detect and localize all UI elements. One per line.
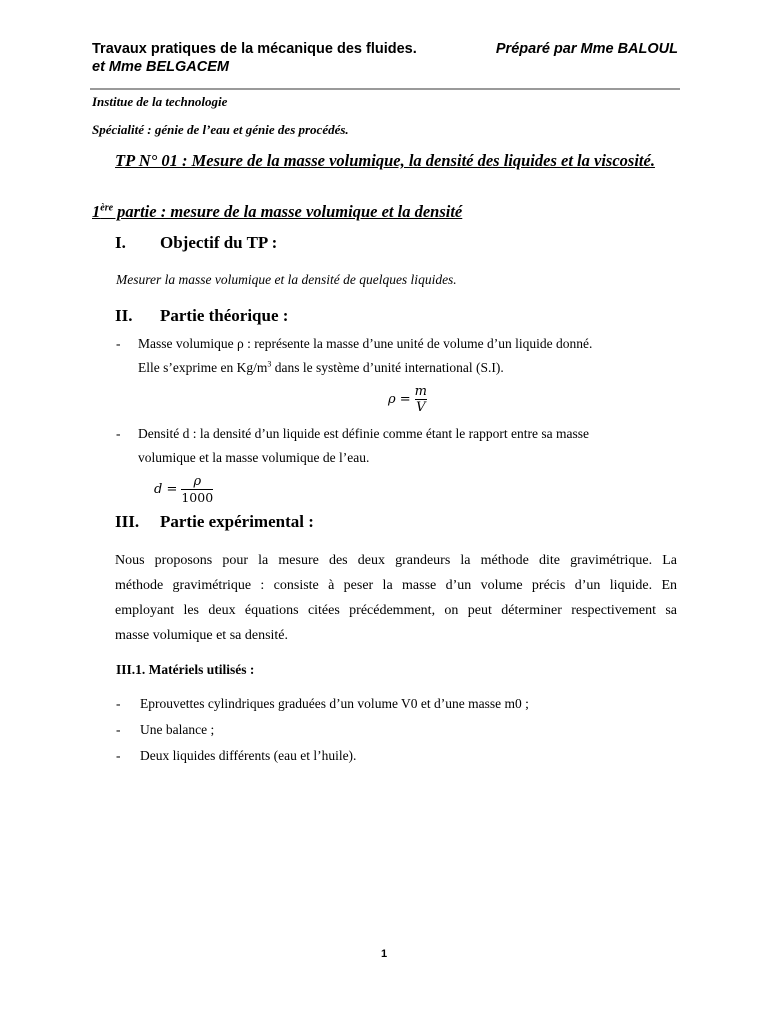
header-prepared-by: Préparé par Mme BALOUL [495,41,678,57]
equation-rho: ρ = $\frac{m}{V}$ [388,384,427,415]
theory-bullet-masse-volumique: - Masse volumique ρ : représente la masse d’une unité de volume d’un liquide donné. Elle s’exprime en $Kg/m^3$ dans le système d’unité international (S.I). [116,336,593,375]
materials-heading: III.1. Matériels utilisés : [116,662,255,677]
header-coauthor: et Mme BELGACEM [92,59,229,75]
institute-label: Institue de la technologie [92,94,228,109]
header-course-title: Travaux pratiques de la mécanique des fluides. [92,41,417,57]
list-item: - Une balance ; [116,722,215,737]
page-header [92,40,678,76]
part1-heading: 1ère partie : mesure de la masse volumique et la densité [92,202,463,221]
tp-title: TP N° 01 : Mesure de la masse volumique, la densité des liquides et la viscosité. [115,151,655,170]
header-divider [90,88,680,90]
objective-text: Mesurer la masse volumique et la densité de quelques liquides. [116,272,457,287]
page-number: 1 [380,948,388,960]
speciality-label: Spécialité : génie de l’eau et génie des procédés. [92,122,349,137]
section-heading-theory: II. Partie théorique : [115,306,289,325]
section-heading-experimental: III. Partie expérimental : [115,512,314,531]
experimental-paragraph: Nous proposons pour la mesure des deux grandeurs la méthode dite gravimétrique. La méthode gravimétrique : consiste à peser la masse d’un volume précis d’un liquide. En employant les deux équations citées précédemment, on peut déterminer respectivement sa masse volumique et sa densité. [115,553,677,643]
section-heading-objective: I. Objectif du TP : [115,233,278,252]
list-item: - Eprouvettes cylindriques graduées d’un volume V0 et d’une masse m0 ; [116,696,529,711]
equation-densite: d = $\frac{\rho}{1000}$ [154,474,214,505]
list-item: - Deux liquides différents (eau et l’huile). [116,748,357,763]
theory-bullet-densite: - Densité d : la densité d’un liquide est définie comme étant le rapport entre sa masse volumique et la masse volumique de l’eau. [116,426,589,465]
